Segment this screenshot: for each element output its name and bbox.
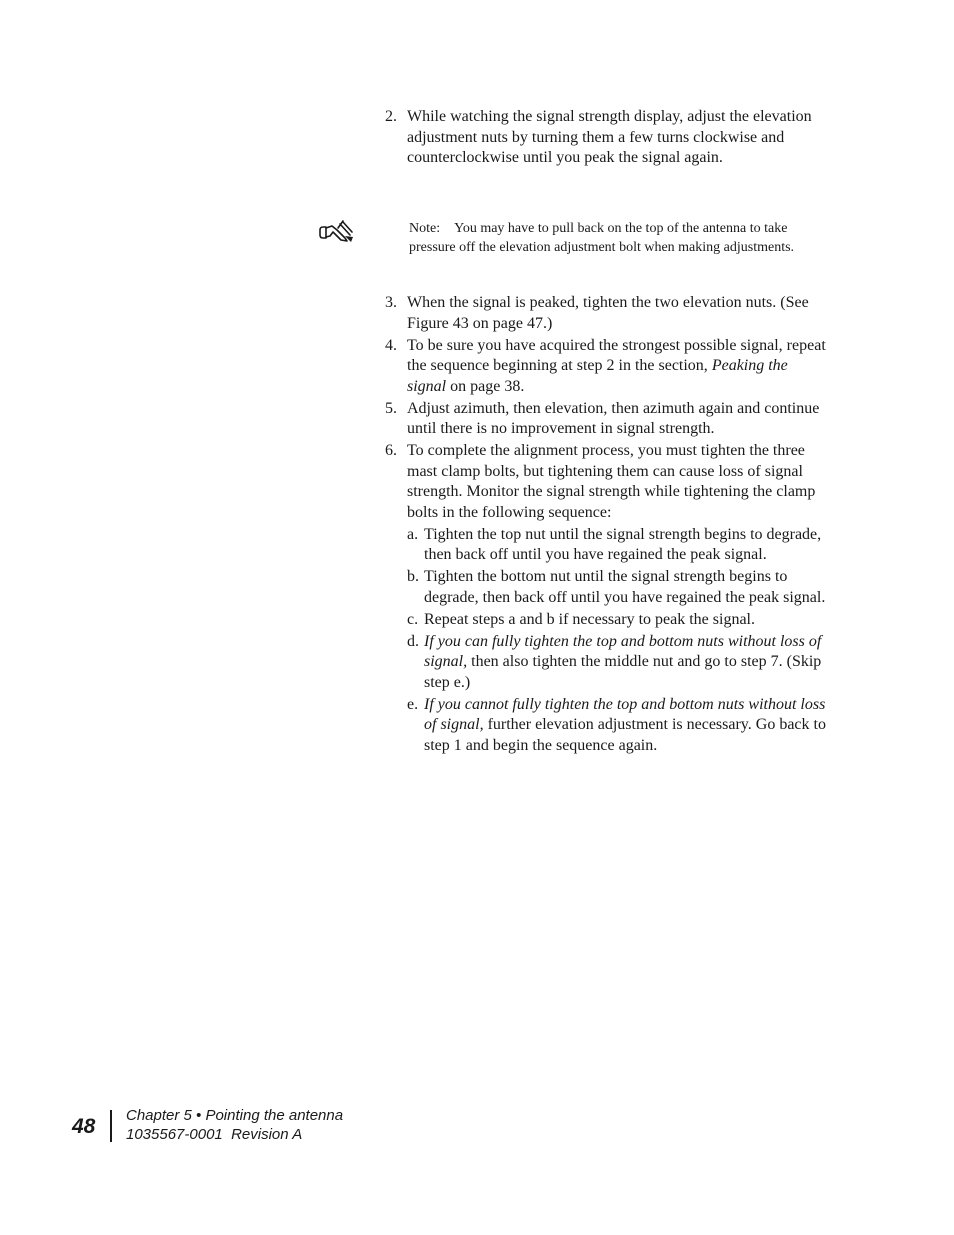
footer-running-head — [126, 1106, 343, 1144]
step-number: 4. — [385, 336, 397, 354]
step-5 — [385, 399, 830, 440]
step-number: 5. — [385, 399, 397, 417]
substep-condition: If you can fully tighten the top and bottom nuts without loss of signal, — [424, 632, 822, 670]
substep-text: Repeat steps a and b if necessary to peak the signal. — [424, 610, 755, 628]
step-6 — [385, 441, 830, 756]
step-text: Adjust azimuth, then elevation, then azimuth again and continue until there is no improvement in signal strength. — [407, 399, 820, 437]
footer-divider — [110, 1110, 112, 1142]
step-text: While watching the signal strength display, adjust the elevation adjustment nuts by turning them a few turns clockwise and counterclockwise until you peak the signal again. — [407, 108, 812, 166]
substep-text: further elevation adjustment is necessary. Go back to step 1 and begin the sequence again. — [424, 716, 826, 754]
substep-letter: b. — [407, 568, 419, 585]
substep-a — [407, 525, 830, 566]
pencil-hand-icon — [317, 217, 357, 245]
step-number: 2. — [385, 108, 397, 125]
section-reference: Peaking the signal — [407, 357, 788, 395]
substep-c — [407, 610, 830, 631]
substep-e — [407, 695, 830, 757]
step-number: 6. — [385, 442, 397, 459]
substep-d — [407, 632, 830, 694]
step-number: 3. — [385, 294, 397, 311]
substep-letter: a. — [407, 525, 419, 543]
substep-b — [407, 567, 830, 608]
note — [409, 219, 809, 257]
substep-letter: e. — [407, 695, 419, 713]
step-text: When the signal is peaked, tighten the two elevation nuts. (See Figure 43 on page 47.) — [407, 294, 809, 332]
chapter-title: Chapter 5 • Pointing the antenna — [126, 1107, 344, 1124]
substep-text: then also tighten the middle nut and go to step 7. (Skip step e.) — [424, 653, 822, 691]
substep-letter: d. — [407, 632, 419, 650]
page-number: 48 — [72, 1115, 96, 1138]
step-3 — [385, 293, 830, 334]
step-text: To be sure you have acquired the strongest possible signal, repeat the sequence beginning at step 2 in the section, — [407, 336, 826, 374]
note-label: Note: — [409, 221, 441, 236]
step-text: To complete the alignment process, you must tighten the three mast clamp bolts, but tightening them can cause loss of signal strength. Monitor the signal strength while tightening the clamp bolts in the following sequence: — [407, 442, 816, 521]
substep-text: Tighten the bottom nut until the signal strength begins to degrade, then back off until you have regained the peak signal. — [424, 568, 826, 606]
substep-letter: c. — [407, 610, 419, 628]
substep-condition: If you cannot fully tighten the top and bottom nuts without loss of signal, — [424, 695, 826, 733]
document-id: 1035567-0001 Revision A — [126, 1126, 303, 1143]
page-reference: on page 38. — [446, 377, 525, 395]
substep-text: Tighten the top nut until the signal strength begins to degrade, then back off until you have regained the peak signal. — [424, 525, 822, 563]
step-2 — [385, 107, 830, 169]
step-4 — [385, 336, 830, 398]
note-text: You may have to pull back on the top of the antenna to take pressure off the elevation adjustment bolt when making adjustments. — [409, 221, 795, 255]
step-list-top — [385, 107, 830, 169]
step-list — [385, 293, 830, 758]
